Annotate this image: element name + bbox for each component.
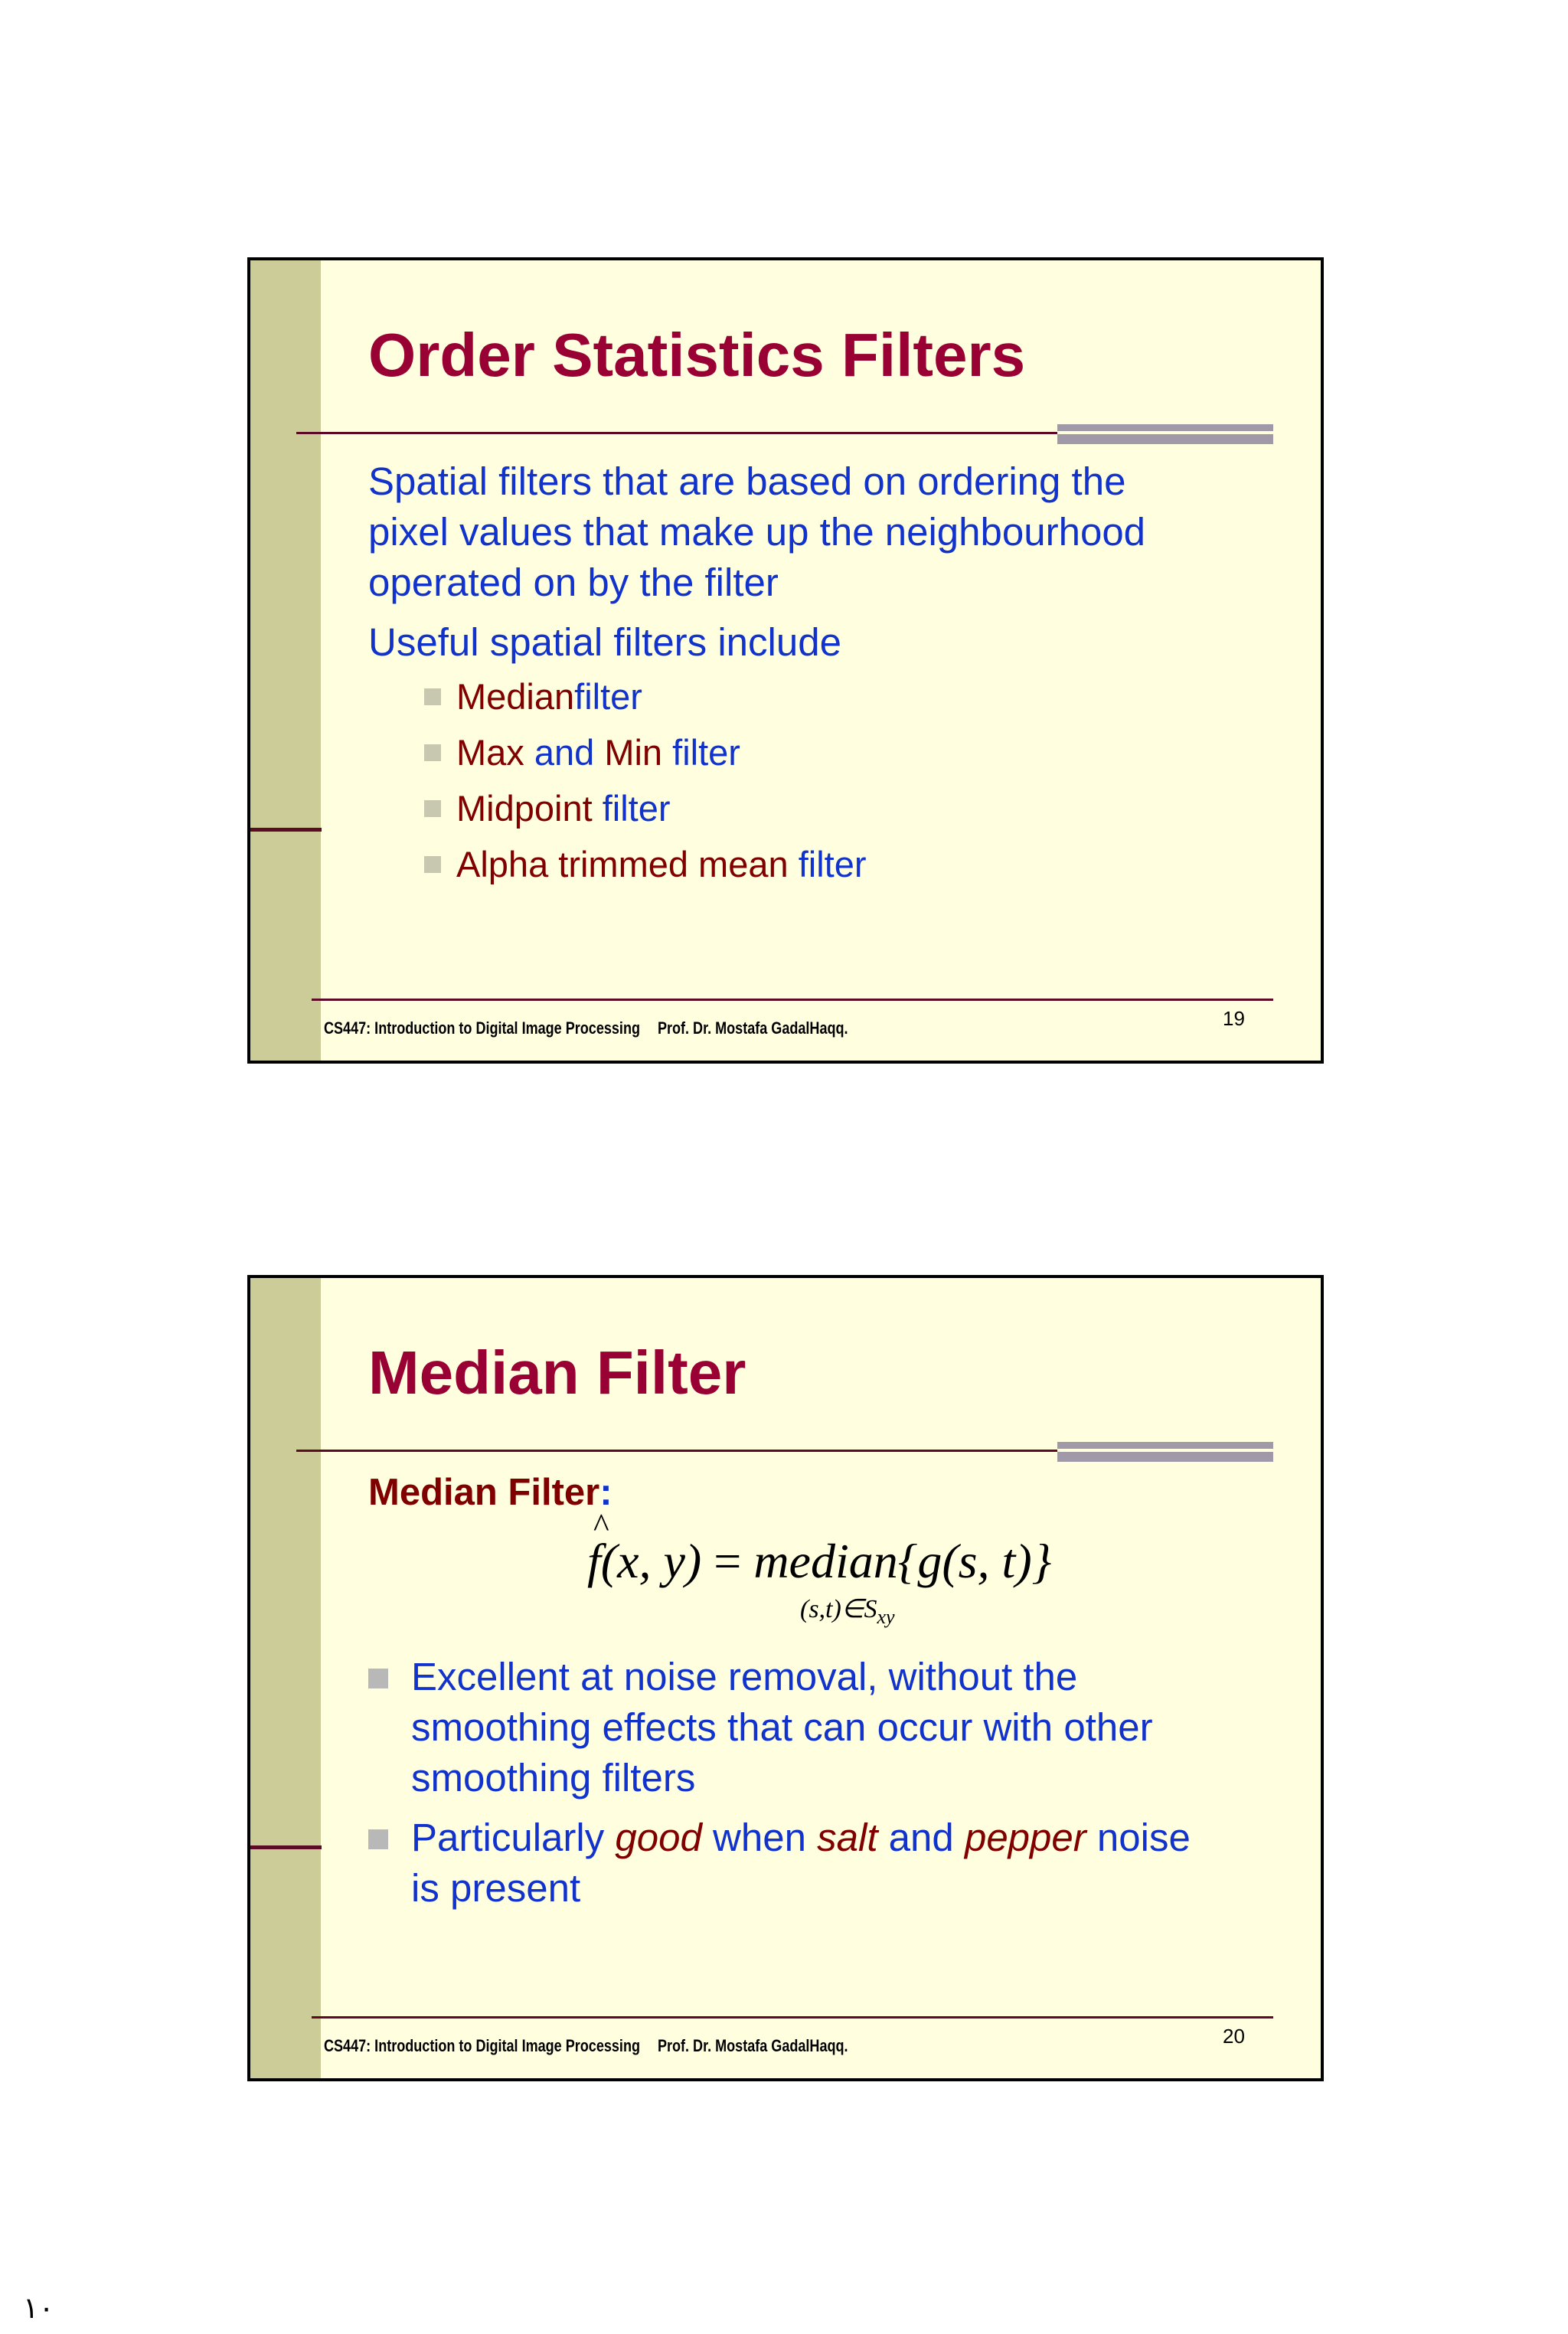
formula-subscript: $(s,t)\in S_{xy}$ — [800, 1595, 895, 1628]
slide-footer — [324, 2036, 848, 2056]
footer-course: CS447: Introduction to Digital Image Processing — [324, 1018, 640, 1038]
footer-author: Prof. Dr. Mostafa GadalHaqq. — [657, 2036, 848, 2055]
filter-suffix: filter — [788, 844, 867, 884]
slide-side-tick — [250, 828, 322, 832]
filter-suffix: filter — [574, 676, 642, 717]
hat-accent: ^ — [593, 1507, 609, 1545]
footer-course: CS447: Introduction to Digital Image Processing — [324, 2036, 640, 2055]
slide-side-tick — [250, 1845, 322, 1849]
emphasis-pepper: pepper — [964, 1816, 1086, 1859]
square-bullet-icon — [368, 1829, 388, 1849]
filter-name-2: Min — [604, 732, 663, 773]
median-filter-subhead: Median Filter: — [368, 1472, 612, 1513]
title-accent-bar — [1057, 424, 1273, 444]
slide-side-bar — [250, 260, 321, 1061]
square-bullet-icon — [424, 800, 441, 817]
bullet1-line-1: Excellent at noise removal, without the — [411, 1655, 1078, 1698]
slide-side-bar — [250, 1278, 321, 2078]
title-accent-bar — [1057, 1442, 1273, 1462]
formula-args: (x, y) — [600, 1534, 702, 1588]
median-bullets — [368, 1652, 1191, 1923]
square-bullet-icon — [424, 744, 441, 761]
slide-page-number: 19 — [1223, 1007, 1245, 1030]
footer-author: Prof. Dr. Mostafa GadalHaqq. — [657, 1018, 848, 1038]
square-bullet-icon — [368, 1669, 388, 1688]
footer-rule — [312, 2016, 1273, 2019]
filter-name: Median — [456, 676, 575, 717]
square-bullet-icon — [424, 856, 441, 873]
slide-footer — [324, 1018, 848, 1038]
formula-f: f — [587, 1534, 601, 1588]
intro-line-1: Spatial filters that are based on ordering the — [368, 459, 1126, 503]
list-item — [424, 668, 867, 724]
list-item — [368, 1652, 1191, 1803]
median-formula — [587, 1507, 1052, 1588]
slide-title: Order Statistics Filters — [368, 321, 1026, 389]
filter-suffix: filter — [662, 732, 740, 773]
footer-rule — [312, 999, 1273, 1001]
bullet1-line-2: smoothing effects that can occur with other — [411, 1705, 1153, 1749]
bullet2-line-2: is present — [411, 1866, 581, 1910]
sheet-page-number: ١٠ — [23, 2291, 54, 2325]
filter-list — [424, 668, 867, 892]
filter-name: Midpoint — [456, 788, 593, 829]
intro-line-3: operated on by the filter — [368, 561, 779, 604]
slide-order-statistics-filters — [247, 257, 1324, 1064]
formula-equals: = — [701, 1534, 754, 1588]
filter-suffix: filter — [592, 788, 671, 829]
emphasis-salt: salt — [817, 1816, 878, 1859]
list-item — [424, 780, 867, 836]
list-item — [424, 836, 867, 892]
bullet1-line-3: smoothing filters — [411, 1756, 696, 1800]
filter-name: Alpha trimmed mean — [456, 844, 789, 884]
formula-operator: median — [753, 1534, 898, 1588]
list-item: Particularly good when salt and pepper noise is present — [368, 1813, 1191, 1914]
filter-conjunction: and — [524, 732, 605, 773]
slide-page-number: 20 — [1223, 2025, 1245, 2048]
slide-title: Median Filter — [368, 1339, 746, 1407]
list-item — [424, 724, 867, 780]
slide-median-filter — [247, 1275, 1324, 2081]
useful-filters-line: Useful spatial filters include — [368, 620, 841, 664]
filter-name: Max — [456, 732, 524, 773]
intro-line-2: pixel values that make up the neighbourhood — [368, 510, 1146, 554]
formula-body: {g(s, t)} — [897, 1534, 1052, 1588]
emphasis-good: good — [615, 1816, 702, 1859]
square-bullet-icon — [424, 688, 441, 705]
